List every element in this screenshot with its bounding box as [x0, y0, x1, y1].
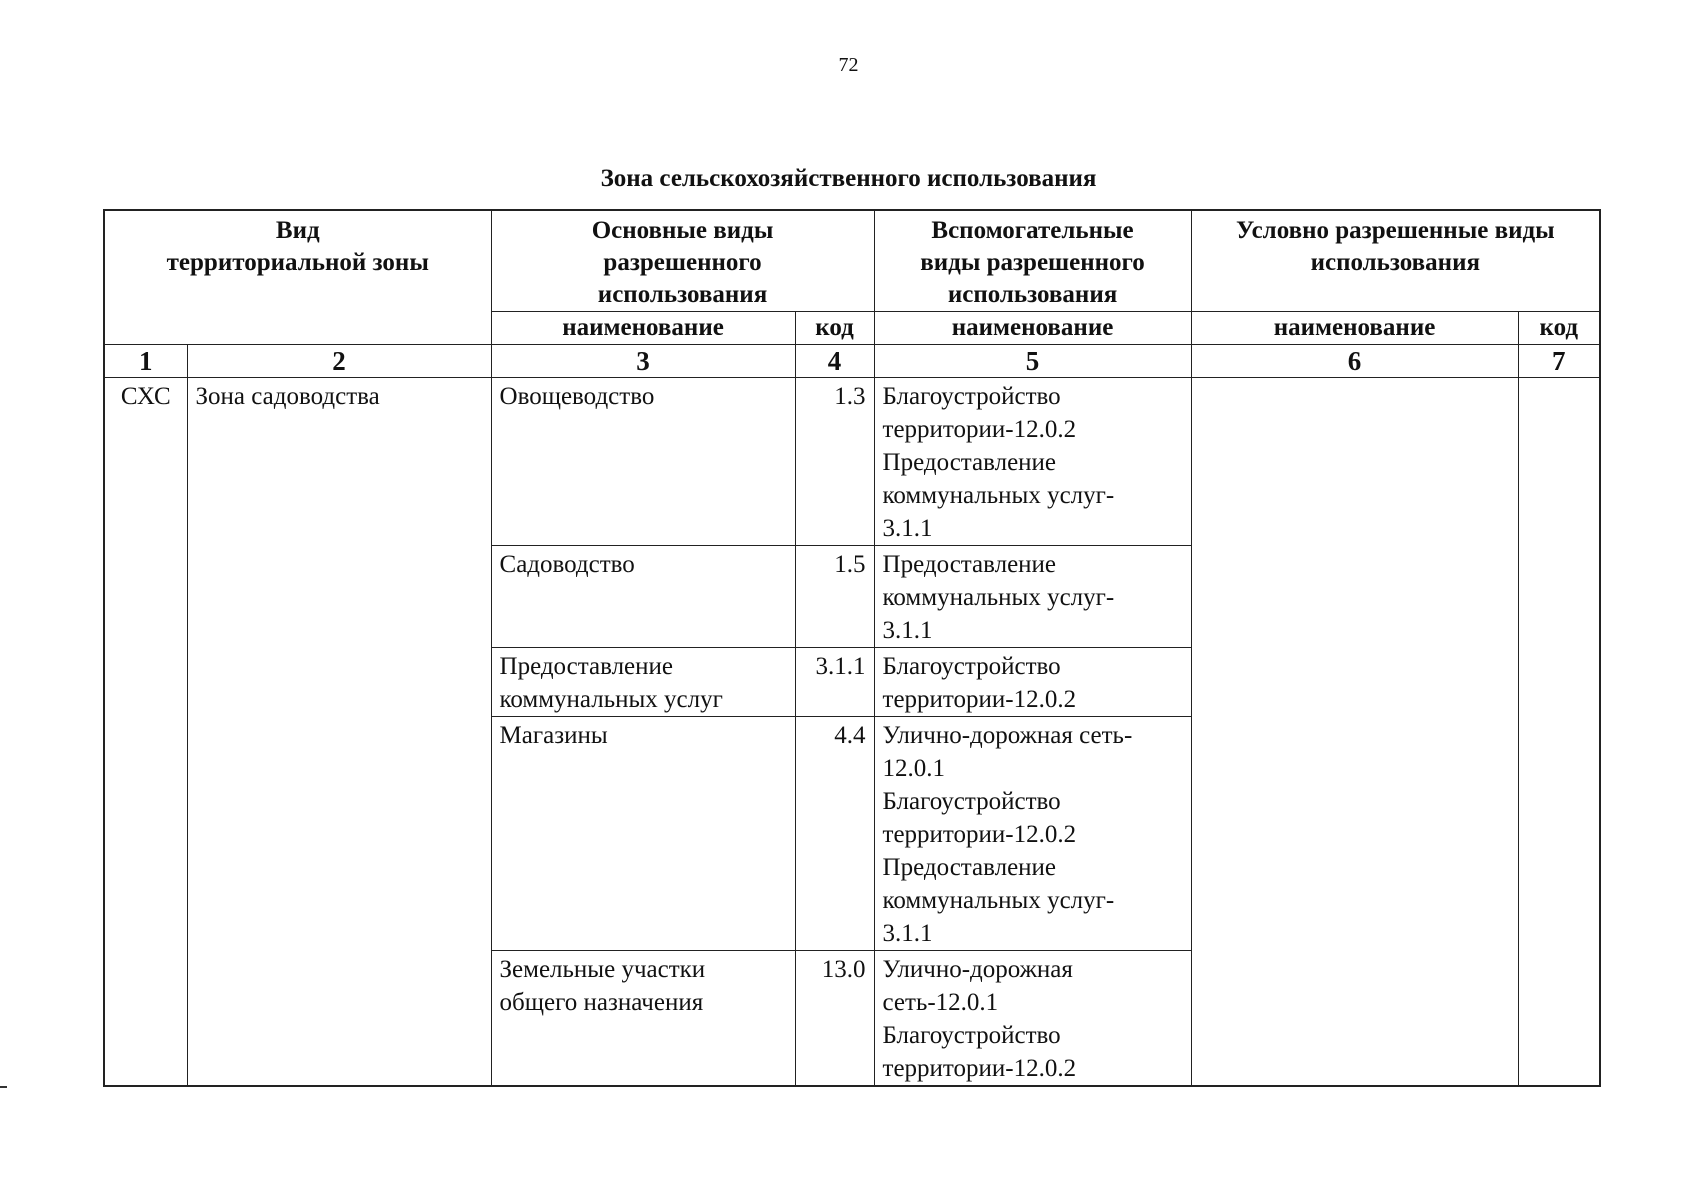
- aux-use-cell: Улично-дорожная сеть-12.0.1 Благоустройство территории-12.0.2: [874, 951, 1191, 1087]
- table-row: [104, 378, 1600, 546]
- header-cond-name: наименование: [1191, 312, 1518, 345]
- header-aux-name: наименование: [874, 312, 1191, 345]
- aux-use-cell: Предоставление коммунальных услуг- 3.1.1: [874, 546, 1191, 648]
- col-number: 7: [1518, 345, 1600, 378]
- scan-mark: [0, 1086, 7, 1088]
- use-name-cell: Овощеводство: [491, 378, 795, 546]
- col-number: 2: [187, 345, 491, 378]
- aux-use-cell: Благоустройство территории-12.0.2: [874, 648, 1191, 717]
- zone-table: [103, 209, 1601, 1087]
- header-zone-type: Вид территориальной зоны: [104, 210, 491, 345]
- col-number: 1: [104, 345, 187, 378]
- use-name-cell: Магазины: [491, 717, 795, 951]
- col-number: 5: [874, 345, 1191, 378]
- header-row-main: [104, 210, 1600, 312]
- header-cond-code: код: [1518, 312, 1600, 345]
- zone-name-cell: Зона садоводства: [187, 378, 491, 1087]
- col-number: 4: [795, 345, 874, 378]
- header-cond-uses: Условно разрешенные виды использования: [1191, 210, 1600, 312]
- use-code-cell: 13.0: [795, 951, 874, 1087]
- cond-use-code-cell: [1518, 378, 1600, 1087]
- header-aux-uses: Вспомогательные виды разрешенного использования: [874, 210, 1191, 312]
- use-name-cell: Предоставление коммунальных услуг: [491, 648, 795, 717]
- aux-use-cell: Благоустройство территории-12.0.2 Предоставление коммунальных услуг- 3.1.1: [874, 378, 1191, 546]
- header-main-uses: Основные виды разрешенного использования: [491, 210, 874, 312]
- use-code-cell: 1.3: [795, 378, 874, 546]
- use-code-cell: 3.1.1: [795, 648, 874, 717]
- header-main-code: код: [795, 312, 874, 345]
- aux-use-cell: Улично-дорожная сеть- 12.0.1 Благоустройство территории-12.0.2 Предоставление коммунальных услуг- 3.1.1: [874, 717, 1191, 951]
- table-title: Зона сельскохозяйственного использования: [600, 165, 1097, 192]
- header-main-name: наименование: [491, 312, 795, 345]
- page-number: 72: [838, 54, 859, 76]
- use-name-cell: Земельные участки общего назначения: [491, 951, 795, 1087]
- column-number-row: [104, 345, 1600, 378]
- cond-use-name-cell: [1191, 378, 1518, 1087]
- use-code-cell: 1.5: [795, 546, 874, 648]
- col-number: 6: [1191, 345, 1518, 378]
- zone-code-cell: СХС: [104, 378, 187, 1087]
- col-number: 3: [491, 345, 795, 378]
- use-name-cell: Садоводство: [491, 546, 795, 648]
- use-code-cell: 4.4: [795, 717, 874, 951]
